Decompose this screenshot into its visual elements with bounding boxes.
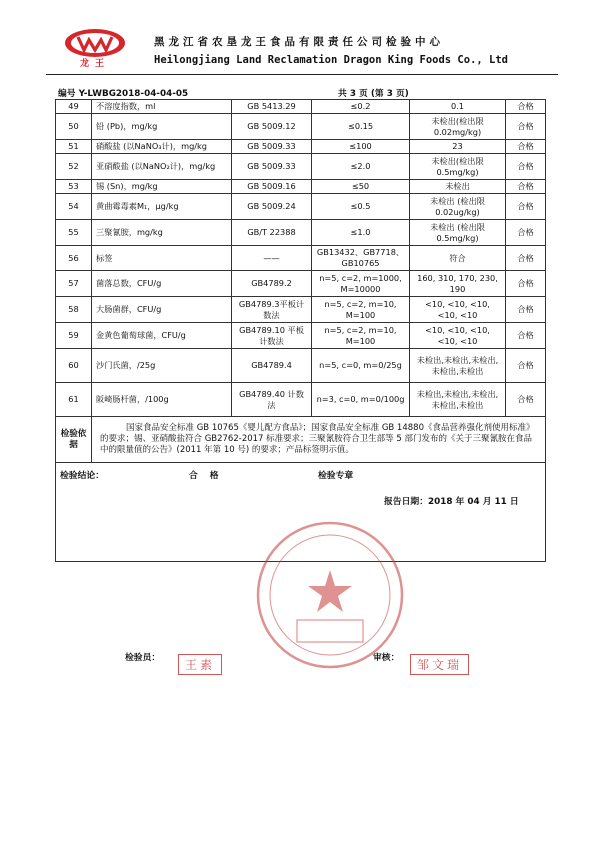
inspection-seal-icon	[255, 520, 405, 670]
seal-caption: 检验专章	[318, 471, 354, 481]
test-standard: GB 5009.12	[232, 114, 312, 140]
test-result: 未检出,未检出,未检出,未检出,未检出	[410, 383, 506, 417]
table-row	[56, 297, 546, 323]
test-standard: GB4789.4	[232, 349, 312, 383]
header-divider	[46, 74, 558, 75]
test-standard: GB 5009.24	[232, 194, 312, 220]
table-row	[56, 323, 546, 349]
limit-value: n=5, c=2, m=1000, M=10000	[312, 271, 410, 297]
test-standard: ——	[232, 246, 312, 271]
test-result: 23	[410, 140, 506, 154]
test-result: 160, 310, 170, 230, 190	[410, 271, 506, 297]
report-date: 报告日期：2018 年 04 月 11 日	[384, 497, 519, 507]
row-number: 50	[56, 114, 92, 140]
judgement: 合格	[506, 323, 546, 349]
page-info: 共 3 页 (第 3 页)	[338, 89, 409, 99]
test-item: 铅 (Pb)，mg/kg	[92, 114, 232, 140]
test-result: 未检出 (检出限0.02ug/kg)	[410, 194, 506, 220]
limit-value: ≤0.5	[312, 194, 410, 220]
test-item: 不溶度指数，ml	[92, 100, 232, 114]
reviewer-signature-stamp: 邹文瑞	[410, 654, 469, 675]
reviewer-label: 审核：	[373, 653, 400, 663]
conclusion-label: 检验结论：	[60, 471, 104, 481]
row-number: 61	[56, 383, 92, 417]
table-row	[56, 100, 546, 114]
judgement: 合格	[506, 180, 546, 194]
table-row	[56, 180, 546, 194]
test-standard: GB 5009.33	[232, 140, 312, 154]
judgement: 合格	[506, 194, 546, 220]
test-item: 金黄色葡萄球菌，CFU/g	[92, 323, 232, 349]
company-name-cn: 黑龙江省农垦龙王食品有限责任公司检验中心	[154, 36, 444, 48]
test-item: 硝酸盐 (以NaNO₃计)，mg/kg	[92, 140, 232, 154]
conclusion-value: 合格	[189, 471, 231, 481]
test-standard: GB 5413.29	[232, 100, 312, 114]
test-standard: GB4789.40 计数法	[232, 383, 312, 417]
row-number: 57	[56, 271, 92, 297]
letterhead	[64, 28, 534, 72]
limit-value: n=5, c=2, m=10, M=100	[312, 297, 410, 323]
results-table	[55, 99, 546, 562]
test-standard: GB 5009.33	[232, 154, 312, 180]
limit-value: ≤0.2	[312, 100, 410, 114]
judgement: 合格	[506, 383, 546, 417]
row-number: 59	[56, 323, 92, 349]
table-row	[56, 194, 546, 220]
test-item: 标签	[92, 246, 232, 271]
test-standard: GB/T 22388	[232, 220, 312, 246]
judgement: 合格	[506, 114, 546, 140]
table-row	[56, 271, 546, 297]
limit-value: GB13432、GB7718、GB10765	[312, 246, 410, 271]
judgement: 合格	[506, 246, 546, 271]
test-item: 阪崎肠杆菌，/100g	[92, 383, 232, 417]
table-row	[56, 246, 546, 271]
test-item: 沙门氏菌，/25g	[92, 349, 232, 383]
limit-value: ≤2.0	[312, 154, 410, 180]
test-result: <10, <10, <10, <10, <10	[410, 323, 506, 349]
basis-row	[56, 417, 546, 463]
table-row	[56, 349, 546, 383]
row-number: 52	[56, 154, 92, 180]
company-logo-icon	[64, 28, 126, 68]
test-result: 未检出 (检出限0.5mg/kg)	[410, 220, 506, 246]
test-standard: GB 5009.16	[232, 180, 312, 194]
judgement: 合格	[506, 271, 546, 297]
logo-text: 龙王	[79, 59, 111, 68]
judgement: 合格	[506, 100, 546, 114]
limit-value: ≤100	[312, 140, 410, 154]
table-row	[56, 140, 546, 154]
limit-value: n=5, c=0, m=0/25g	[312, 349, 410, 383]
row-number: 49	[56, 100, 92, 114]
inspector-label: 检验员：	[125, 653, 161, 663]
test-item: 菌落总数，CFU/g	[92, 271, 232, 297]
test-result: 未检出	[410, 180, 506, 194]
limit-value: n=5, c=2, m=10, M=100	[312, 323, 410, 349]
test-item: 亚硝酸盐 (以NaNO₂计)，mg/kg	[92, 154, 232, 180]
test-result: <10, <10, <10, <10, <10	[410, 297, 506, 323]
test-result: 未检出(检出限0.5mg/kg)	[410, 154, 506, 180]
test-result: 未检出,未检出,未检出,未检出,未检出	[410, 349, 506, 383]
judgement: 合格	[506, 140, 546, 154]
row-number: 58	[56, 297, 92, 323]
test-item: 大肠菌群，CFU/g	[92, 297, 232, 323]
test-result: 符合	[410, 246, 506, 271]
table-row	[56, 154, 546, 180]
row-number: 60	[56, 349, 92, 383]
limit-value: ≤1.0	[312, 220, 410, 246]
row-number: 54	[56, 194, 92, 220]
limit-value: ≤0.15	[312, 114, 410, 140]
row-number: 53	[56, 180, 92, 194]
table-row	[56, 220, 546, 246]
test-result: 未检出(检出限0.02mg/kg)	[410, 114, 506, 140]
basis-text: 国家食品安全标准 GB 10765《婴儿配方食品》；国家食品安全标准 GB 14880《食品营养强化剂使用标准》的要求；锡、亚硝酸盐符合 GB2762-2017 标准要求；三聚氰胺符合卫生部等 5 部门发布的《关于三聚氰胺在食品中的限量值的公告》(2011 年第 10 号) 的要求；产品标签明示值。	[92, 417, 546, 463]
judgement: 合格	[506, 297, 546, 323]
row-number: 51	[56, 140, 92, 154]
basis-label: 检验依据	[56, 417, 92, 463]
limit-value: n=3, c=0, m=0/100g	[312, 383, 410, 417]
test-item: 三聚氰胺，mg/kg	[92, 220, 232, 246]
judgement: 合格	[506, 220, 546, 246]
judgement: 合格	[506, 154, 546, 180]
limit-value: ≤50	[312, 180, 410, 194]
table-row	[56, 114, 546, 140]
row-number: 56	[56, 246, 92, 271]
test-standard: GB4789.10 平板计数法	[232, 323, 312, 349]
table-row	[56, 383, 546, 417]
judgement: 合格	[506, 349, 546, 383]
test-result: 0.1	[410, 100, 506, 114]
test-item: 锡 (Sn)，mg/kg	[92, 180, 232, 194]
company-name-en: Heilongjiang Land Reclamation Dragon King Foods Co., Ltd	[154, 54, 509, 66]
test-standard: GB4789.2	[232, 271, 312, 297]
inspector-signature-stamp: 王素	[178, 654, 222, 675]
row-number: 55	[56, 220, 92, 246]
test-standard: GB4789.3平板计数法	[232, 297, 312, 323]
report-number: 编号 Y-LWBG2018-04-04-05	[58, 89, 189, 99]
test-item: 黄曲霉毒素M₁，μg/kg	[92, 194, 232, 220]
